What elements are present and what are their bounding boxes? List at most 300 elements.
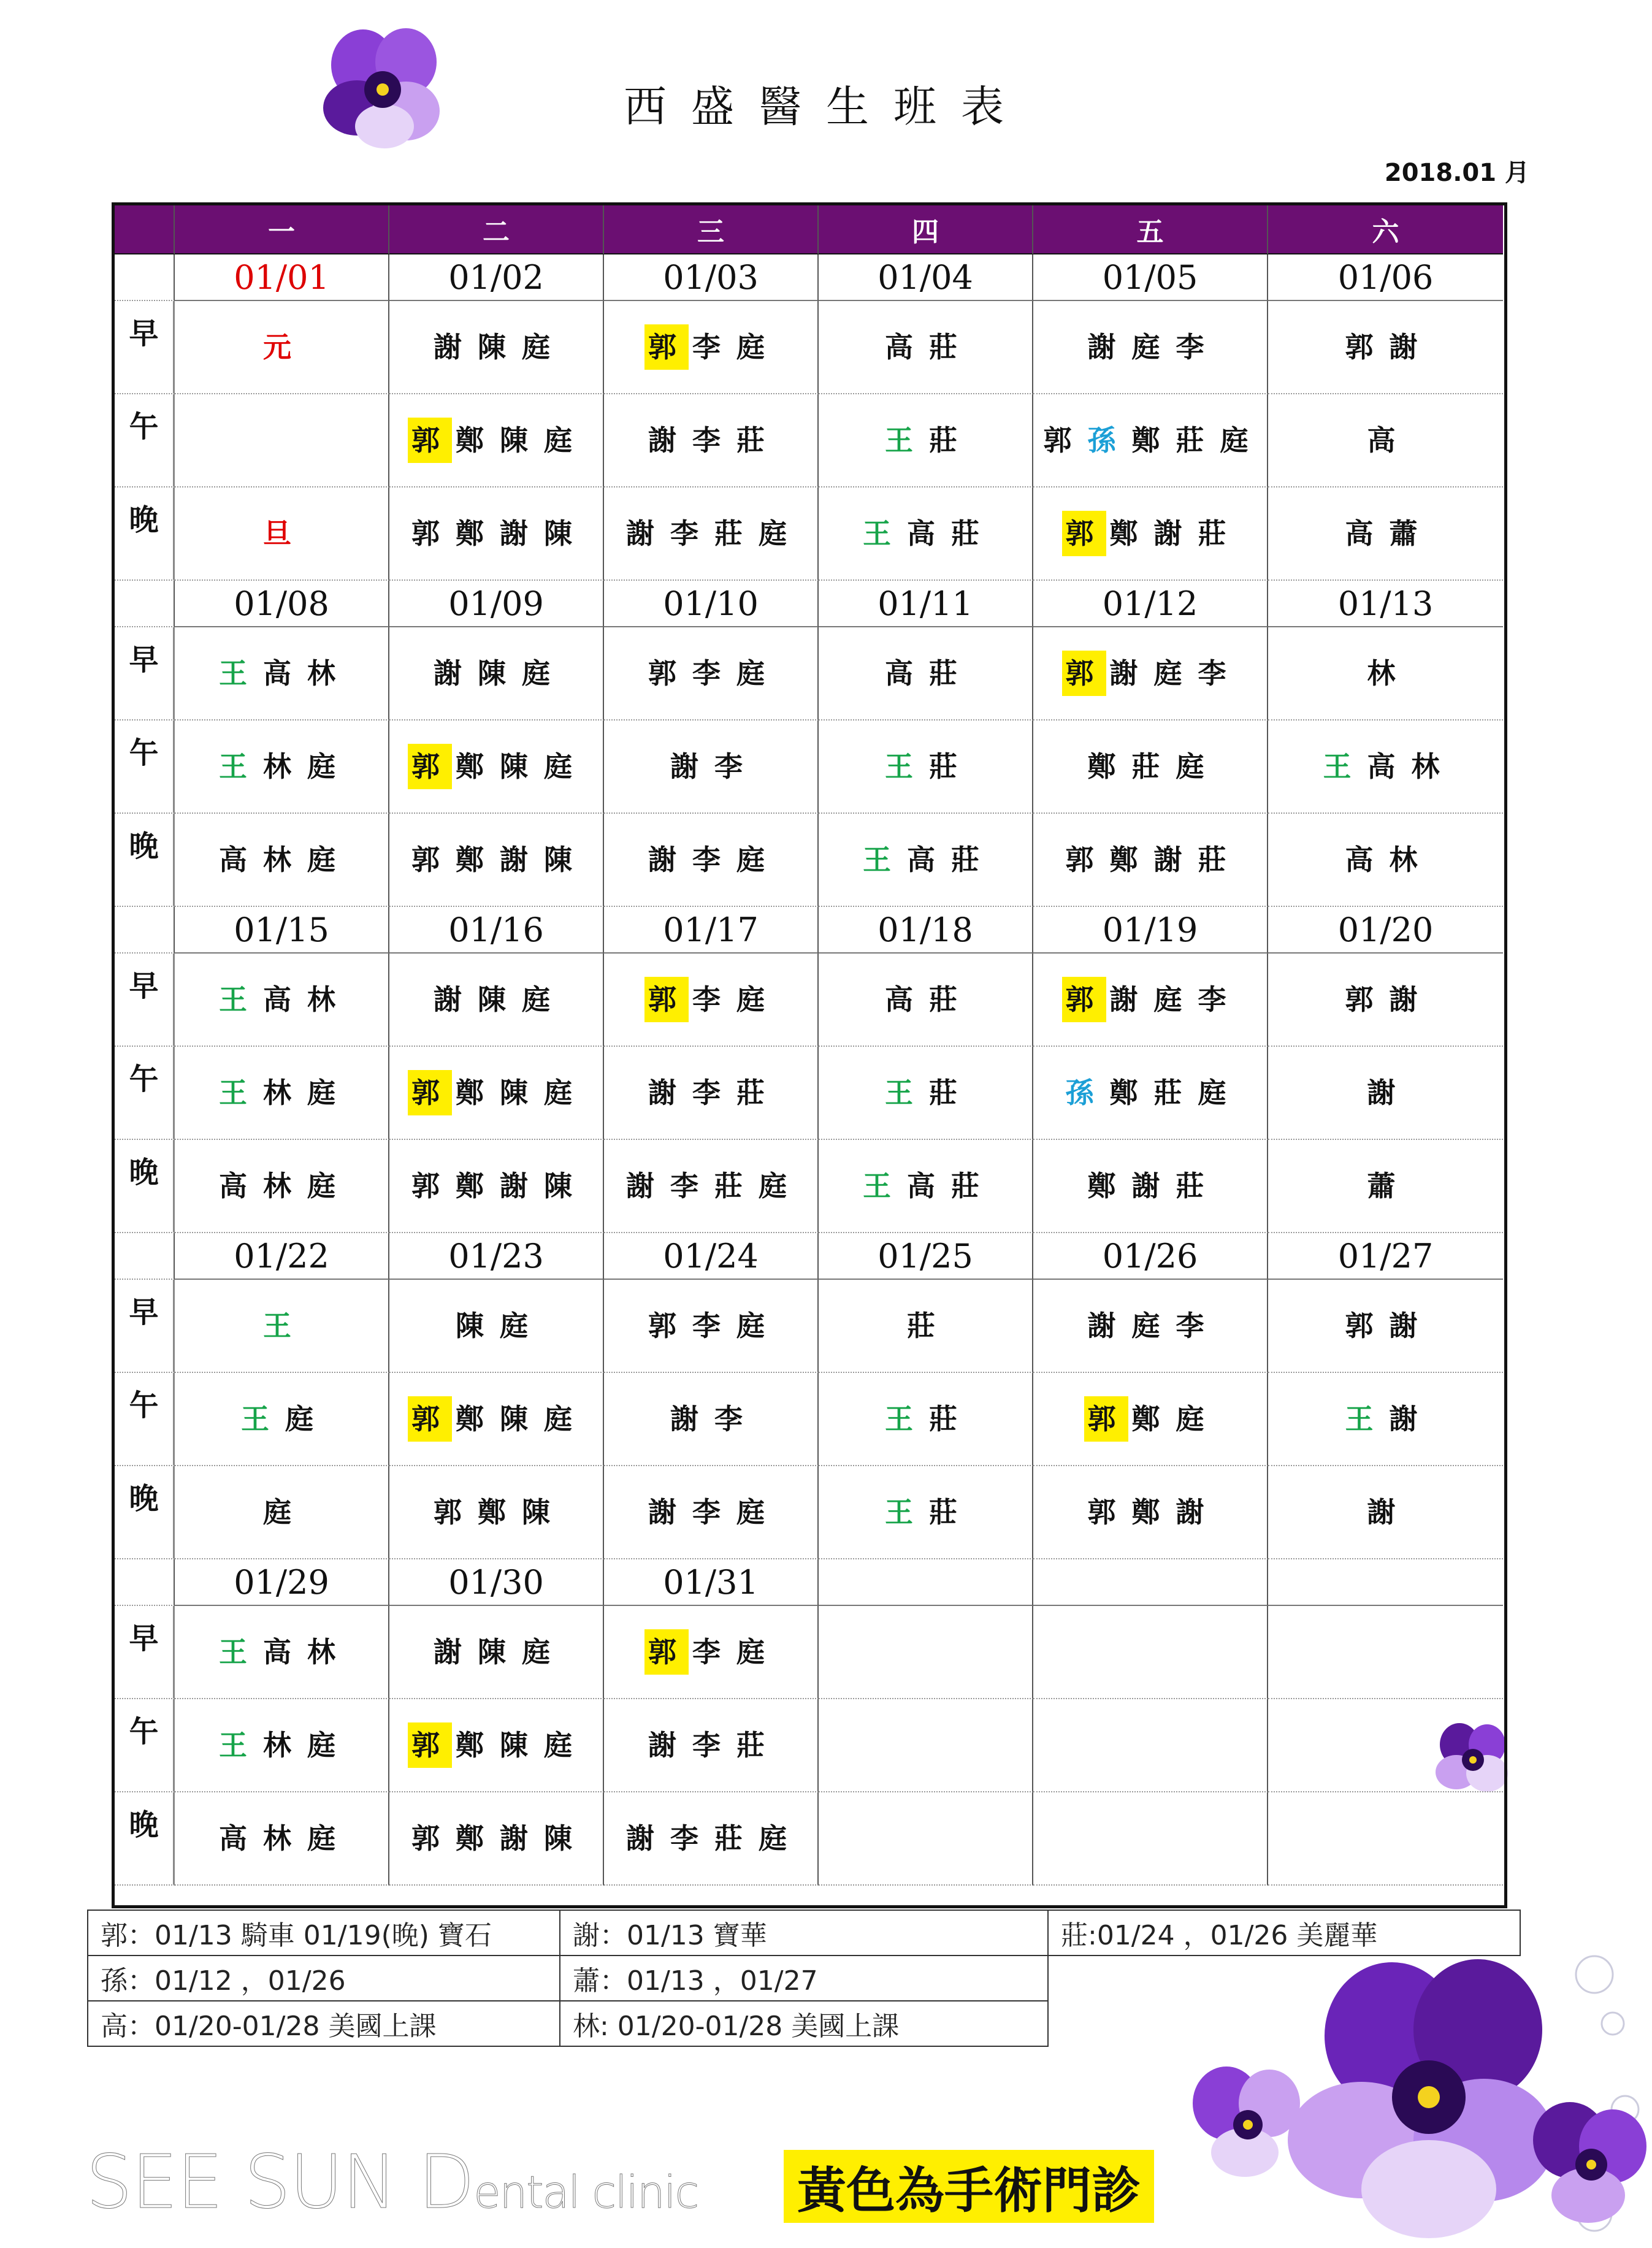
doctor-name: 庭 [263, 1496, 300, 1529]
doctor-cell [1033, 1606, 1268, 1699]
doctor-cell [1268, 1373, 1503, 1466]
doctor-name: 李 [692, 1076, 729, 1109]
date-cell: 01/02 [389, 254, 604, 301]
doctor-cell [175, 954, 389, 1047]
schedule-grid [112, 202, 1507, 1908]
doctor-cell [389, 487, 604, 581]
doctor-name: 莊 [714, 1169, 751, 1202]
doctor-name: 鄭 [1131, 424, 1169, 457]
doctor-name: 郭 [1062, 651, 1106, 696]
doctor-name: 鄭 [456, 1076, 492, 1109]
page-title: 西盛醫生班表 [624, 82, 1028, 132]
doctor-name: 林 [1389, 843, 1426, 876]
doctor-name: 莊 [929, 1402, 966, 1436]
doctor-name: 謝 [434, 331, 470, 364]
doctor-name: 莊 [1153, 1076, 1191, 1109]
doctor-name: 李 [1198, 657, 1235, 690]
doctor-cell [1268, 1606, 1503, 1699]
doctor-name: 林 [263, 843, 300, 876]
doctor-name: 郭 [408, 418, 452, 463]
doctor-cell [175, 1047, 389, 1140]
doctor-name: 陳 [522, 1496, 559, 1529]
doctor-name: 謝 [1087, 331, 1125, 364]
doctor-name: 謝 [670, 750, 707, 783]
doctor-cell [604, 1466, 819, 1559]
doctor-cell [1033, 721, 1268, 814]
doctor-name: 郭 [1062, 511, 1106, 556]
date-cell: 01/01 [175, 254, 389, 301]
doctor-name: 李 [692, 1635, 729, 1669]
doctor-name: 高 [907, 843, 944, 876]
date-cell: 01/30 [389, 1559, 604, 1606]
doctor-name: 陳 [500, 1076, 537, 1109]
doctor-cell [175, 1792, 389, 1886]
legend-note: 黃色為手術門診 [784, 2150, 1154, 2223]
doctor-name: 庭 [522, 657, 559, 690]
doctor-name: 高 [1345, 517, 1382, 550]
note-guo: 郭：01/13 騎車 01/19(晚) 寶石 [88, 1910, 560, 1956]
doctor-name: 李 [692, 331, 729, 364]
doctor-name: 謝 [1109, 657, 1147, 690]
doctor-cell [1033, 301, 1268, 394]
doctor-name: 庭 [307, 1822, 344, 1855]
doctor-name: 李 [714, 1402, 751, 1436]
doctor-cell [389, 1466, 604, 1559]
shift-label-evening: 晚 [115, 1466, 175, 1559]
doctor-name: 郭 [1043, 424, 1080, 457]
doctor-name: 謝 [670, 1402, 707, 1436]
doctor-cell [175, 627, 389, 721]
doctor-name: 高 [885, 331, 922, 364]
doctor-cell [1268, 1699, 1503, 1792]
date-cell: 01/04 [819, 254, 1033, 301]
doctor-cell [1268, 1140, 1503, 1233]
doctor-name: 謝 [434, 1635, 470, 1669]
doctor-name: 謝 [626, 1169, 663, 1202]
doctor-cell [175, 814, 389, 907]
doctor-cell [389, 1373, 604, 1466]
doctor-name: 謝 [1389, 331, 1426, 364]
doctor-name: 李 [670, 1822, 707, 1855]
doctor-name: 陳 [500, 750, 537, 783]
doctor-name: 高 [1345, 843, 1382, 876]
doctor-cell [175, 1280, 389, 1373]
date-cell: 01/22 [175, 1233, 389, 1280]
doctor-name: 莊 [1176, 1169, 1213, 1202]
doctor-name: 鄭 [456, 1729, 492, 1762]
doctor-name: 謝 [500, 843, 537, 876]
doctor-name: 莊 [1131, 750, 1169, 783]
doctor-name: 鄭 [1131, 1496, 1169, 1529]
doctor-name: 謝 [1389, 1402, 1426, 1436]
doctor-name: 莊 [1176, 424, 1213, 457]
doctor-name: 李 [692, 424, 729, 457]
note-xie: 謝：01/13 寶華 [560, 1910, 1048, 1956]
doctor-name: 庭 [736, 331, 773, 364]
doctor-name: 謝 [648, 1496, 685, 1529]
doctor-name: 陳 [500, 1402, 537, 1436]
doctor-cell [1268, 954, 1503, 1047]
doctor-cell [1033, 1280, 1268, 1373]
doctor-name: 林 [307, 1635, 344, 1669]
shift-label-evening: 晚 [115, 1140, 175, 1233]
note-gao: 高：01/20-01/28 美國上課 [88, 2001, 560, 2046]
doctor-cell [175, 1606, 389, 1699]
doctor-name: 庭 [307, 1729, 344, 1762]
doctor-name: 郭 [408, 744, 452, 789]
doctor-name: 鄭 [1087, 1169, 1125, 1202]
doctor-name: 孫 [1087, 424, 1125, 457]
doctor-name: 庭 [1176, 1402, 1213, 1436]
doctor-name: 陳 [500, 424, 537, 457]
doctor-name: 李 [692, 983, 729, 1016]
doctor-name: 高 [885, 983, 922, 1016]
doctor-name: 李 [1176, 331, 1213, 364]
clinic-brand [86, 2140, 698, 2225]
doctor-cell [1268, 1466, 1503, 1559]
doctor-name: 謝 [500, 1169, 537, 1202]
doctor-cell [819, 1140, 1033, 1233]
date-cell: 01/23 [389, 1233, 604, 1280]
doctor-name: 莊 [929, 1496, 966, 1529]
doctor-cell [1268, 721, 1503, 814]
shift-label-afternoon: 午 [115, 1699, 175, 1792]
doctor-name: 莊 [907, 1309, 944, 1342]
doctor-name: 鄭 [456, 1169, 492, 1202]
doctor-cell [819, 487, 1033, 581]
doctor-name: 庭 [544, 1402, 581, 1436]
shift-label-morning: 早 [115, 1606, 175, 1699]
date-cell: 01/03 [604, 254, 819, 301]
doctor-cell [819, 1466, 1033, 1559]
doctor-cell [1033, 394, 1268, 487]
doctor-name: 庭 [307, 843, 344, 876]
date-cell: 01/27 [1268, 1233, 1503, 1280]
date-cell: 01/18 [819, 907, 1033, 954]
doctor-cell [175, 1140, 389, 1233]
doctor-cell [389, 301, 604, 394]
doctor-name: 莊 [929, 657, 966, 690]
doctor-cell [819, 814, 1033, 907]
doctor-cell [1033, 1792, 1268, 1886]
doctor-name: 陳 [456, 1309, 492, 1342]
doctor-cell [1268, 394, 1503, 487]
doctor-name: 鄭 [456, 517, 492, 550]
doctor-name: 李 [670, 1169, 707, 1202]
doctor-cell [175, 1699, 389, 1792]
doctor-name: 莊 [929, 983, 966, 1016]
doctor-name: 鄭 [456, 1402, 492, 1436]
doctor-name: 郭 [408, 1070, 452, 1115]
date-cell: 01/17 [604, 907, 819, 954]
doctor-name: 高 [219, 843, 256, 876]
doctor-name: 高 [263, 983, 300, 1016]
date-cell [819, 1559, 1033, 1606]
doctor-name: 高 [907, 517, 944, 550]
doctor-cell [819, 1373, 1033, 1466]
doctor-cell [604, 301, 819, 394]
doctor-name: 李 [692, 1729, 729, 1762]
doctor-name: 庭 [736, 1635, 773, 1669]
doctor-cell [1268, 1792, 1503, 1886]
doctor-name: 庭 [285, 1402, 322, 1436]
date-cell: 01/20 [1268, 907, 1503, 954]
doctor-name: 郭 [644, 977, 689, 1022]
doctor-name: 李 [670, 517, 707, 550]
note-empty [1048, 1956, 1520, 2001]
doctor-cell [389, 721, 604, 814]
doctor-cell [604, 814, 819, 907]
doctor-name: 庭 [1220, 424, 1257, 457]
doctor-name: 莊 [714, 1822, 751, 1855]
doctor-name: 謝 [500, 1822, 537, 1855]
doctor-name: 高 [1367, 750, 1404, 783]
date-cell: 01/24 [604, 1233, 819, 1280]
doctor-name: 高 [885, 657, 922, 690]
doctor-name: 莊 [1198, 843, 1235, 876]
doctor-name: 鄭 [478, 1496, 514, 1529]
doctor-name: 郭 [411, 1822, 448, 1855]
doctor-name: 鄭 [1109, 1076, 1147, 1109]
doctor-cell [604, 487, 819, 581]
doctor-name: 旦 [263, 517, 300, 550]
doctor-name: 庭 [1176, 750, 1213, 783]
shift-label-afternoon: 午 [115, 721, 175, 814]
doctor-name: 莊 [736, 1729, 773, 1762]
doctor-cell [389, 1606, 604, 1699]
doctor-cell [604, 627, 819, 721]
date-cell: 01/15 [175, 907, 389, 954]
date-row-spacer [115, 907, 175, 954]
doctor-name: 王 [863, 843, 900, 876]
doctor-name: 陳 [478, 331, 514, 364]
doctor-cell [604, 721, 819, 814]
brand-small: ental clinic [473, 2166, 698, 2218]
doctor-name: 陳 [544, 517, 581, 550]
doctor-cell [389, 1792, 604, 1886]
doctor-name: 鄭 [1087, 750, 1125, 783]
doctor-name: 元 [263, 331, 300, 364]
schedule-month: 2018.01 月 [1384, 159, 1529, 187]
doctor-cell [819, 1792, 1033, 1886]
doctor-name: 庭 [544, 1729, 581, 1762]
doctor-name: 林 [263, 1822, 300, 1855]
doctor-name: 庭 [1153, 983, 1191, 1016]
doctor-name: 庭 [759, 1822, 795, 1855]
doctor-cell [389, 394, 604, 487]
doctor-name: 謝 [1131, 1169, 1169, 1202]
doctor-name: 高 [263, 1635, 300, 1669]
doctor-name: 王 [885, 424, 922, 457]
doctor-name: 莊 [1198, 517, 1235, 550]
brand-main: SEE SUN D [86, 2140, 474, 2225]
doctor-cell [819, 1699, 1033, 1792]
header-corner [115, 205, 175, 254]
doctor-name: 鄭 [456, 750, 492, 783]
doctor-cell [1033, 627, 1268, 721]
doctor-cell [1033, 1699, 1268, 1792]
doctor-cell [604, 1280, 819, 1373]
doctor-cell [1033, 1466, 1268, 1559]
doctor-name: 林 [263, 1076, 300, 1109]
doctor-name: 庭 [522, 983, 559, 1016]
doctor-name: 庭 [522, 1635, 559, 1669]
date-cell: 01/16 [389, 907, 604, 954]
doctor-name: 莊 [929, 1076, 966, 1109]
doctor-name: 謝 [1109, 983, 1147, 1016]
doctor-name: 林 [1411, 750, 1448, 783]
doctor-name: 謝 [434, 657, 470, 690]
weekday-header: 二 [389, 205, 604, 254]
doctor-cell [604, 1699, 819, 1792]
note-xiao: 蕭：01/13 ，01/27 [560, 1956, 1048, 2001]
doctor-name: 郭 [1345, 1309, 1382, 1342]
doctor-name: 庭 [307, 1076, 344, 1109]
doctor-name: 王 [219, 1729, 256, 1762]
shift-label-evening: 晚 [115, 1792, 175, 1886]
doctor-name: 鄭 [456, 1822, 492, 1855]
doctor-cell [819, 394, 1033, 487]
doctor-name: 郭 [644, 1629, 689, 1675]
doctor-name: 王 [863, 1169, 900, 1202]
doctor-name: 庭 [736, 1309, 773, 1342]
weekday-header: 五 [1033, 205, 1268, 254]
doctor-name: 王 [219, 1635, 256, 1669]
doctor-name: 鄭 [1131, 1402, 1169, 1436]
doctor-cell [389, 814, 604, 907]
doctor-name: 陳 [478, 983, 514, 1016]
doctor-name: 李 [692, 1496, 729, 1529]
doctor-name: 莊 [929, 331, 966, 364]
doctor-name: 王 [219, 750, 256, 783]
doctor-cell [604, 1792, 819, 1886]
doctor-cell [389, 1280, 604, 1373]
doctor-name: 郭 [1062, 977, 1106, 1022]
doctor-name: 郭 [648, 657, 685, 690]
doctor-name: 李 [714, 750, 751, 783]
doctor-name: 李 [692, 657, 729, 690]
doctor-name: 莊 [714, 517, 751, 550]
doctor-name: 陳 [478, 657, 514, 690]
doctor-name: 謝 [434, 983, 470, 1016]
doctor-name: 庭 [522, 331, 559, 364]
doctor-cell [389, 954, 604, 1047]
shift-label-evening: 晚 [115, 487, 175, 581]
doctor-name: 莊 [929, 424, 966, 457]
date-cell: 01/11 [819, 581, 1033, 627]
date-cell: 01/19 [1033, 907, 1268, 954]
doctor-name: 高 [219, 1822, 256, 1855]
doctor-name: 王 [885, 1076, 922, 1109]
doctor-name: 庭 [544, 424, 581, 457]
doctor-name: 庭 [759, 517, 795, 550]
doctor-name: 莊 [951, 1169, 988, 1202]
doctor-name: 林 [1367, 657, 1404, 690]
doctor-name: 王 [263, 1309, 300, 1342]
doctor-cell [1268, 1280, 1503, 1373]
doctor-name: 高 [219, 1169, 256, 1202]
doctor-name: 莊 [736, 424, 773, 457]
doctor-name: 蕭 [1389, 517, 1426, 550]
doctor-name: 郭 [408, 1722, 452, 1768]
doctor-name: 郭 [1345, 983, 1382, 1016]
date-cell: 01/26 [1033, 1233, 1268, 1280]
date-cell: 01/09 [389, 581, 604, 627]
doctor-name: 王 [219, 983, 256, 1016]
note-zhuang: 莊:01/24 ，01/26 美麗華 [1048, 1910, 1520, 1956]
shift-label-morning: 早 [115, 627, 175, 721]
doctor-name: 莊 [929, 750, 966, 783]
doctor-name: 林 [307, 983, 344, 1016]
weekday-header: 一 [175, 205, 389, 254]
doctor-name: 莊 [951, 843, 988, 876]
doctor-name: 王 [885, 1496, 922, 1529]
doctor-cell [819, 627, 1033, 721]
doctor-name: 郭 [411, 517, 448, 550]
doctor-name: 庭 [500, 1309, 537, 1342]
date-row-spacer [115, 1559, 175, 1606]
weekday-header: 四 [819, 205, 1033, 254]
doctor-name: 庭 [1153, 657, 1191, 690]
doctor-name: 王 [219, 657, 256, 690]
doctor-cell [1033, 954, 1268, 1047]
doctor-name: 高 [263, 657, 300, 690]
doctor-cell [1033, 487, 1268, 581]
doctor-name: 高 [907, 1169, 944, 1202]
doctor-name: 莊 [736, 1076, 773, 1109]
doctor-cell [1268, 814, 1503, 907]
doctor-name: 郭 [648, 1309, 685, 1342]
date-cell [1033, 1559, 1268, 1606]
note-empty [1048, 2001, 1520, 2046]
date-cell: 01/06 [1268, 254, 1503, 301]
doctor-name: 庭 [307, 750, 344, 783]
date-cell: 01/29 [175, 1559, 389, 1606]
doctor-cell [604, 1606, 819, 1699]
doctor-cell [604, 954, 819, 1047]
doctor-name: 謝 [1176, 1496, 1213, 1529]
doctor-name: 王 [1345, 1402, 1382, 1436]
doctor-name: 郭 [408, 1396, 452, 1442]
doctor-cell [389, 627, 604, 721]
doctor-name: 蕭 [1367, 1169, 1404, 1202]
doctor-name: 孫 [1065, 1076, 1103, 1109]
doctor-name: 王 [863, 517, 900, 550]
doctor-name: 鄭 [1109, 517, 1147, 550]
doctor-name: 陳 [478, 1635, 514, 1669]
date-cell: 01/10 [604, 581, 819, 627]
doctor-name: 謝 [1367, 1496, 1404, 1529]
doctor-name: 郭 [434, 1496, 470, 1529]
date-cell: 01/25 [819, 1233, 1033, 1280]
date-cell: 01/12 [1033, 581, 1268, 627]
doctor-name: 庭 [736, 983, 773, 1016]
doctor-name: 郭 [1084, 1396, 1128, 1442]
doctor-cell [604, 1140, 819, 1233]
shift-label-morning: 早 [115, 954, 175, 1047]
doctor-name: 李 [692, 1309, 729, 1342]
doctor-name: 庭 [759, 1169, 795, 1202]
doctor-name: 李 [1176, 1309, 1213, 1342]
date-cell: 01/13 [1268, 581, 1503, 627]
doctor-name: 鄭 [456, 843, 492, 876]
doctor-cell [1268, 1047, 1503, 1140]
doctor-name: 謝 [648, 1076, 685, 1109]
doctor-name: 陳 [544, 1822, 581, 1855]
doctor-cell [175, 721, 389, 814]
shift-label-afternoon: 午 [115, 1373, 175, 1466]
doctor-cell [389, 1140, 604, 1233]
